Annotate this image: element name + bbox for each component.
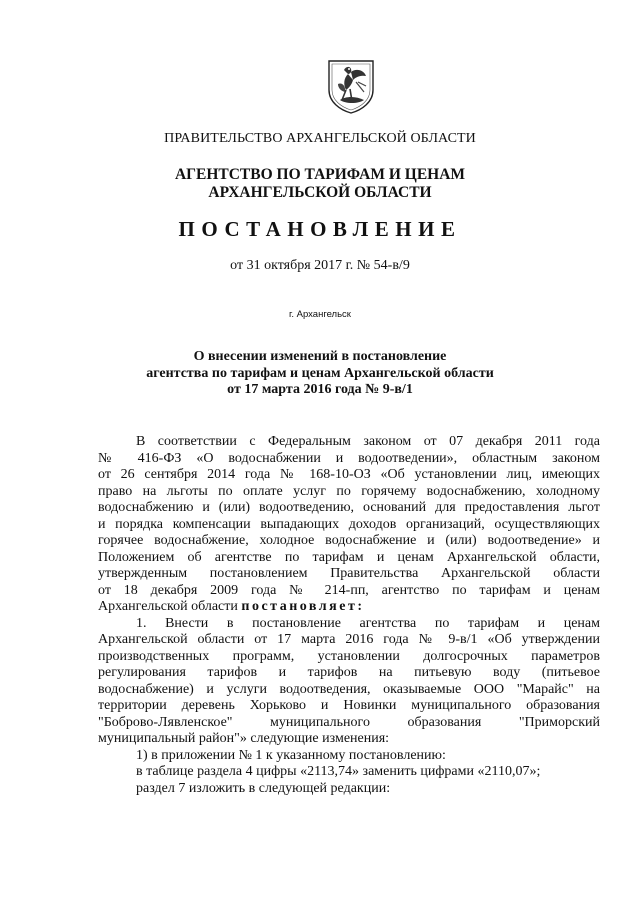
body-line: Положением об агентстве по тарифам и ценам Архангельской области,: [98, 549, 600, 565]
subject-line-2: агентства по тарифам и ценам Архангельской области: [146, 365, 494, 381]
body-item-1: 1) в приложении № 1 к указанному постановлению:: [136, 747, 446, 763]
body-line: производственных программ, установлении долгосрочных параметров: [98, 648, 600, 664]
body-line: горячее водоснабжение, холодное водоснабжение и (или) водоотведение» и: [98, 533, 600, 548]
document-city: г. Архангельск: [289, 309, 351, 320]
coat-of-arms-emblem: [326, 58, 376, 114]
body-line: "Боброво-Лявленское" муниципального образования "Приморский: [98, 714, 600, 730]
government-name: ПРАВИТЕЛЬСТВО АРХАНГЕЛЬСКОЙ ОБЛАСТИ: [164, 131, 476, 146]
body-line: 1. Внести в постановление агентства по тарифам и ценам: [136, 615, 600, 631]
body-line: В соответствии с Федеральным законом от 07 декабря 2011 года: [136, 434, 600, 449]
body-line: территории деревень Хорьково и Новинки муниципального образования: [98, 698, 600, 713]
body-line: утвержденным постановлением Правительства Архангельской области: [98, 566, 600, 581]
body-line: [98, 599, 600, 616]
decree-keyword: постановляет:: [241, 599, 365, 614]
subject-line-1: О внесении изменений в постановление: [193, 349, 447, 364]
document-body: [98, 434, 600, 797]
body-item-1-b: раздел 7 изложить в следующей редакции:: [136, 780, 391, 796]
document-date-number: от 31 октября 2017 г. № 54-в/9: [230, 258, 410, 273]
body-line: водоснабжение) и услуги водоотведения, оказываемые ООО "Марайс" на: [98, 681, 600, 697]
agency-name: [0, 166, 640, 202]
body-line-prefix: Архангельской области: [98, 599, 242, 614]
document-type-title: ПОСТАНОВЛЕНИЕ: [178, 217, 462, 241]
body-line: Архангельской области от 17 марта 2016 года № 9-в/1 «Об утверждении: [98, 632, 600, 647]
agency-line-2: АРХАНГЕЛЬСКОЙ ОБЛАСТИ: [208, 184, 432, 201]
body-line: и порядка компенсации выпадающих доходов организаций, осуществляющих: [98, 516, 600, 532]
agency-line-1: АГЕНТСТВО ПО ТАРИФАМ И ЦЕНАМ: [174, 166, 466, 183]
body-line: водоснабжению и (или) водоотведению, оснований для предоставления льгот: [98, 500, 600, 515]
body-line: регулирования тарифов и тарифов на питьевую воду (питьевое: [98, 665, 600, 680]
body-line: муниципальный район"» следующие изменения:: [98, 731, 390, 746]
subject-line-3: от 17 марта 2016 года № 9-в/1: [227, 382, 413, 397]
body-line: № 416-ФЗ «О водоснабжении и водоотведении», областным законом: [98, 450, 600, 466]
document-subject: [0, 349, 640, 399]
body-item-1-a: в таблице раздела 4 цифры «2113,74» заменить цифрами «2110,07»;: [136, 764, 541, 779]
body-line: право на льготы по оплате услуг по горячему водоснабжению, холодному: [98, 483, 600, 499]
body-line: от 18 декабря 2009 года № 214-пп, агентство по тарифам и ценам: [98, 582, 600, 598]
body-line: от 26 сентября 2014 года № 168-10-ОЗ «Об установлении лиц, имеющих: [98, 467, 600, 482]
